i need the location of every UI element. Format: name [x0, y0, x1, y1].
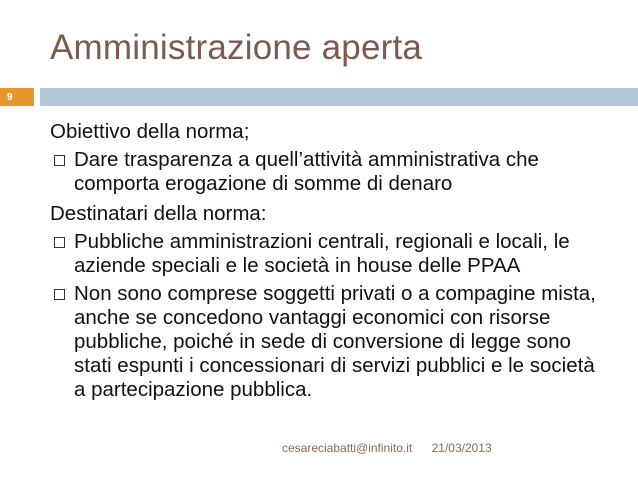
bullet-text: Pubbliche amministrazioni centrali, regionali e locali, le aziende speciali e le società in house delle PPAA: [74, 230, 570, 277]
heading-recipients: Destinatari della norma:: [50, 202, 267, 225]
square-bullet-icon: [54, 289, 65, 300]
square-bullet-icon: [54, 155, 65, 166]
bullet-item: [50, 282, 610, 402]
bullet-item: [50, 230, 610, 278]
bullet-item: [50, 148, 610, 196]
footer-email: cesareciabatti@infinito.it: [282, 441, 413, 455]
heading-objective: Obiettivo della norma;: [50, 120, 250, 143]
slide-content: [50, 118, 610, 406]
bullet-text: Dare trasparenza a quell’attività amministrativa che comporta erogazione di somme di denaro: [74, 148, 539, 195]
slide-title: Amministrazione aperta: [50, 28, 423, 67]
square-bullet-icon: [54, 237, 65, 248]
footer-date: 21/03/2013: [431, 441, 492, 455]
title-divider: [40, 88, 638, 106]
slide-footer: [282, 441, 492, 455]
page-number: 9: [0, 88, 34, 106]
bullet-text: Non sono comprese soggetti privati o a compagine mista, anche se concedono vantaggi economici con risorse pubbliche, poiché in sede di conversione di legge sono stati espunti i concessionari di servizi pubblici e le società a partecipazione pubblica.: [74, 282, 596, 401]
